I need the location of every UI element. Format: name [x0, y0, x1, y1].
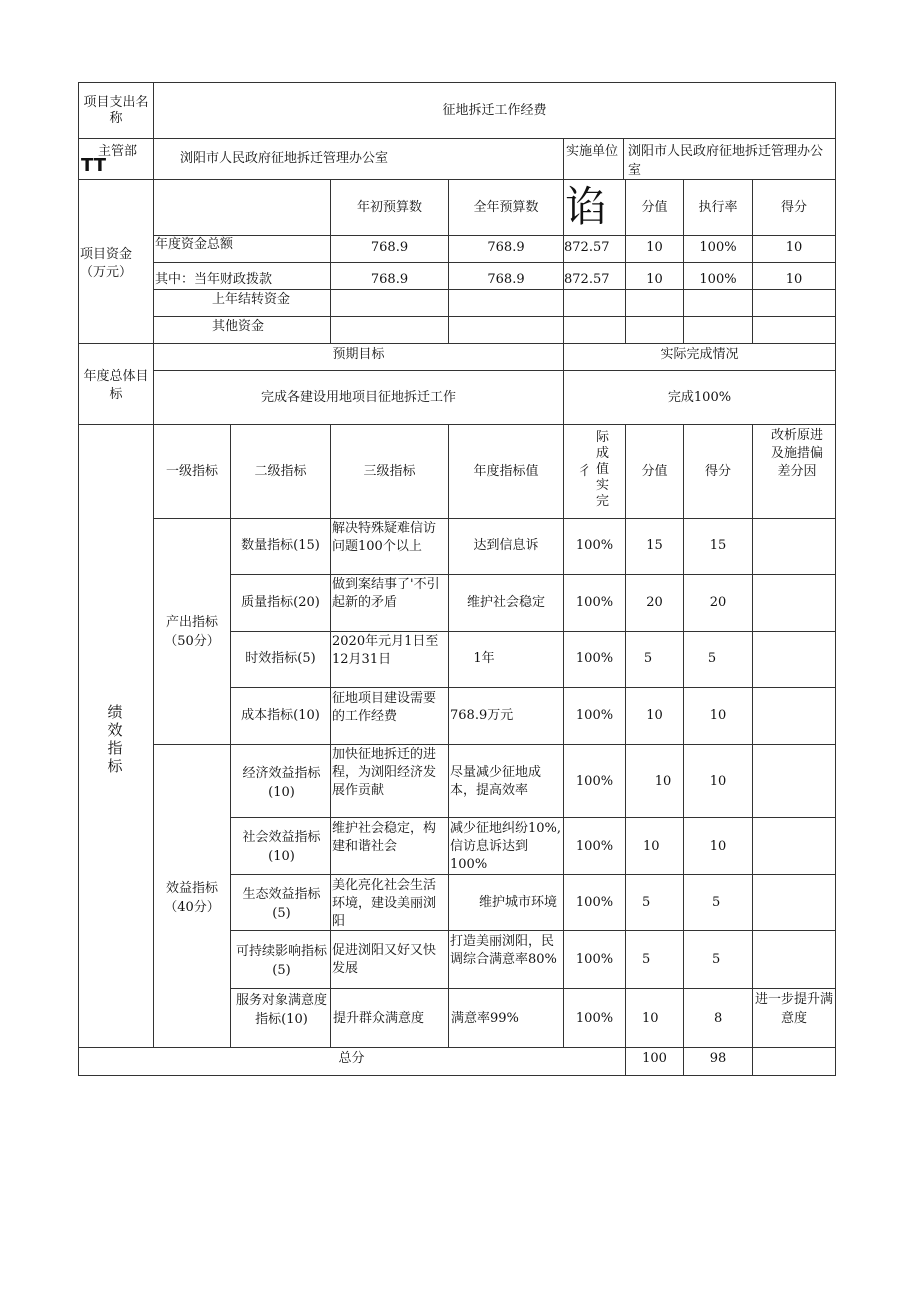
perf-row-target: 满意率99% — [451, 1011, 519, 1026]
output-indicator-label: 产出指标（50分） — [164, 615, 220, 649]
perf-head-actual: 际成值实完 — [596, 430, 610, 509]
perf-head-l3: 三级指标 — [363, 464, 416, 479]
perf-row-get: 15 — [709, 538, 727, 553]
perf-row-reason: 进一步提升满意度 — [755, 992, 834, 1026]
perf-row-get: 8 — [714, 1011, 723, 1026]
fund-row-total-label: 年度资金总额 — [155, 237, 234, 252]
perf-row-target: 尽量减少征地成本，提高效率 — [450, 765, 542, 798]
perf-row-target: 打造美丽浏阳，民调综合满意率80% — [450, 934, 557, 967]
perf-label: 绩效指标 — [107, 703, 123, 775]
fund-row-total-score: 10 — [646, 240, 663, 255]
perf-row-get: 20 — [709, 595, 727, 610]
perf-row-l2: 社会效益指标(10) — [242, 830, 321, 864]
perf-row-l2: 经济效益指标(10) — [242, 766, 321, 800]
perf-head-score: 分值 — [641, 464, 668, 479]
col-get: 得分 — [780, 200, 807, 215]
perf-row-actual: 100% — [575, 952, 614, 967]
perf-row-l3: 做到案结事了'不引起新的矛盾 — [332, 577, 440, 610]
perf-row-get: 5 — [712, 952, 721, 967]
perf-row-score: 5 — [642, 952, 651, 967]
fund-row-total-initial: 768.9 — [370, 240, 409, 255]
perf-head-l1: 一级指标 — [165, 464, 218, 479]
impl-name: 浏阳市人民政府征地拆迁管理办公室 — [628, 144, 824, 178]
total-get: 98 — [709, 1051, 727, 1066]
total-label: 总分 — [338, 1051, 365, 1066]
dept-mark: TT — [81, 155, 106, 176]
benefit-indicator-label: 效益指标（40分） — [164, 881, 220, 915]
fund-row-carryover-label: 上年结转资金 — [212, 292, 291, 307]
fund-row-fiscal-rate: 100% — [699, 272, 737, 287]
perf-row-score: 10 — [654, 774, 672, 789]
perf-row-l2: 质量指标(20) — [241, 595, 320, 610]
goal-expected: 完成各建设用地项目征地拆迁工作 — [260, 390, 456, 405]
fund-row-total-annual: 768.9 — [487, 240, 525, 255]
fund-row-fiscal-score: 10 — [646, 272, 663, 287]
perf-row-l3: 美化亮化社会生活环境，建设美丽浏阳 — [332, 878, 437, 929]
project-name-label: 项目支出名称 — [83, 95, 149, 126]
fund-row-total-exec: 872.57 — [564, 240, 610, 255]
perf-row-l2: 服务对象满意度指标(10) — [235, 993, 327, 1027]
fund-row-fiscal-label: 其中：当年财政拨款 — [155, 272, 273, 287]
fund-row-total-rate: 100% — [699, 240, 737, 255]
dept-name: 浏阳市人民政府征地拆迁管理办公室 — [180, 151, 389, 166]
col-annual: 全年预算数 — [473, 200, 539, 215]
perf-head-get: 得分 — [704, 464, 731, 479]
perf-row-target: 1年 — [473, 651, 495, 666]
perf-row-l3: 提升群众满意度 — [333, 1011, 425, 1026]
fund-row-fiscal-exec: 872.57 — [564, 272, 610, 287]
perf-row-get: 10 — [709, 839, 727, 854]
project-name: 征地拆迁工作经费 — [442, 103, 547, 118]
perf-row-score: 5 — [643, 651, 653, 666]
total-score: 100 — [642, 1051, 667, 1066]
perf-row-target: 维护城市环境 — [478, 895, 557, 910]
goal-actual: 完成100% — [667, 390, 732, 405]
perf-row-l3: 促进浏阳又好又快发展 — [332, 943, 437, 976]
perf-row-actual: 100% — [575, 839, 614, 854]
fund-row-fiscal-initial: 768.9 — [370, 272, 409, 287]
perf-row-l2: 可持续影响指标(5) — [235, 944, 327, 978]
goal-label: 年度总体目标 — [83, 369, 149, 402]
perf-row-l3: 加快征地拆迁的进程，为浏阳经济发展作贡献 — [332, 747, 437, 798]
fund-row-fiscal-annual: 768.9 — [487, 272, 525, 287]
col-rate: 执行率 — [698, 200, 738, 215]
perf-row-score: 15 — [646, 538, 663, 553]
perf-row-score: 20 — [646, 595, 663, 610]
perf-row-get: 10 — [709, 774, 727, 789]
perf-row-score: 5 — [642, 895, 651, 910]
perf-row-target: 768.9万元 — [450, 708, 514, 723]
perf-row-l2: 数量指标(15) — [241, 538, 320, 553]
perf-row-l3: 2020年元月1日至12月31日 — [332, 634, 439, 667]
perf-row-l2: 时效指标(5) — [245, 651, 316, 666]
perf-row-l3: 维护社会稳定，构建和谐社会 — [332, 821, 437, 854]
perf-row-l2: 成本指标(10) — [241, 708, 320, 723]
perf-row-target: 达到信息诉 — [473, 538, 539, 553]
perf-row-actual: 100% — [575, 595, 614, 610]
perf-row-actual: 100% — [575, 538, 614, 553]
perf-row-target: 维护社会稳定 — [466, 595, 545, 610]
perf-head-actual-frag: 彳 — [578, 464, 592, 479]
goal-expected-label: 预期目标 — [332, 347, 385, 362]
fund-row-other-label: 其他资金 — [212, 319, 265, 334]
perf-row-get: 10 — [709, 708, 727, 723]
perf-row-get: 5 — [707, 651, 717, 666]
perf-head-l2: 二级指标 — [254, 464, 307, 479]
table-border — [79, 83, 836, 1076]
perf-row-score: 10 — [646, 708, 663, 723]
perf-row-actual: 100% — [575, 774, 614, 789]
goal-actual-label: 实际完成情况 — [660, 347, 739, 362]
dept-label: 主管部 — [98, 144, 138, 159]
perf-row-l3: 解决特殊疑难信访问题100个以上 — [332, 521, 437, 554]
perf-row-l2: 生态效益指标(5) — [242, 887, 321, 921]
fund-row-total-get: 10 — [785, 240, 803, 255]
perf-row-get: 5 — [712, 895, 721, 910]
col-score: 分值 — [641, 200, 668, 215]
perf-row-actual: 100% — [575, 895, 614, 910]
perf-row-l3: 征地项目建设需要的工作经费 — [332, 691, 437, 724]
perf-row-actual: 100% — [575, 651, 614, 666]
col-initial: 年初预算数 — [356, 200, 422, 215]
perf-row-score: 10 — [643, 839, 660, 854]
funds-label: 项目资金（万元） — [80, 247, 133, 280]
fund-row-fiscal-get: 10 — [785, 272, 803, 287]
col-exec-glyph: 谄 — [565, 182, 608, 231]
perf-row-target: 减少征地纠纷10%,信访息诉达到100% — [450, 821, 562, 872]
perf-row-score: 10 — [642, 1011, 659, 1026]
impl-label: 实施单位 — [566, 144, 619, 159]
perf-head-reason: 改析原进及施措偏差分因 — [770, 428, 823, 479]
perf-row-actual: 100% — [575, 708, 614, 723]
perf-row-actual: 100% — [575, 1011, 614, 1026]
perf-head-target: 年度指标值 — [473, 464, 539, 479]
